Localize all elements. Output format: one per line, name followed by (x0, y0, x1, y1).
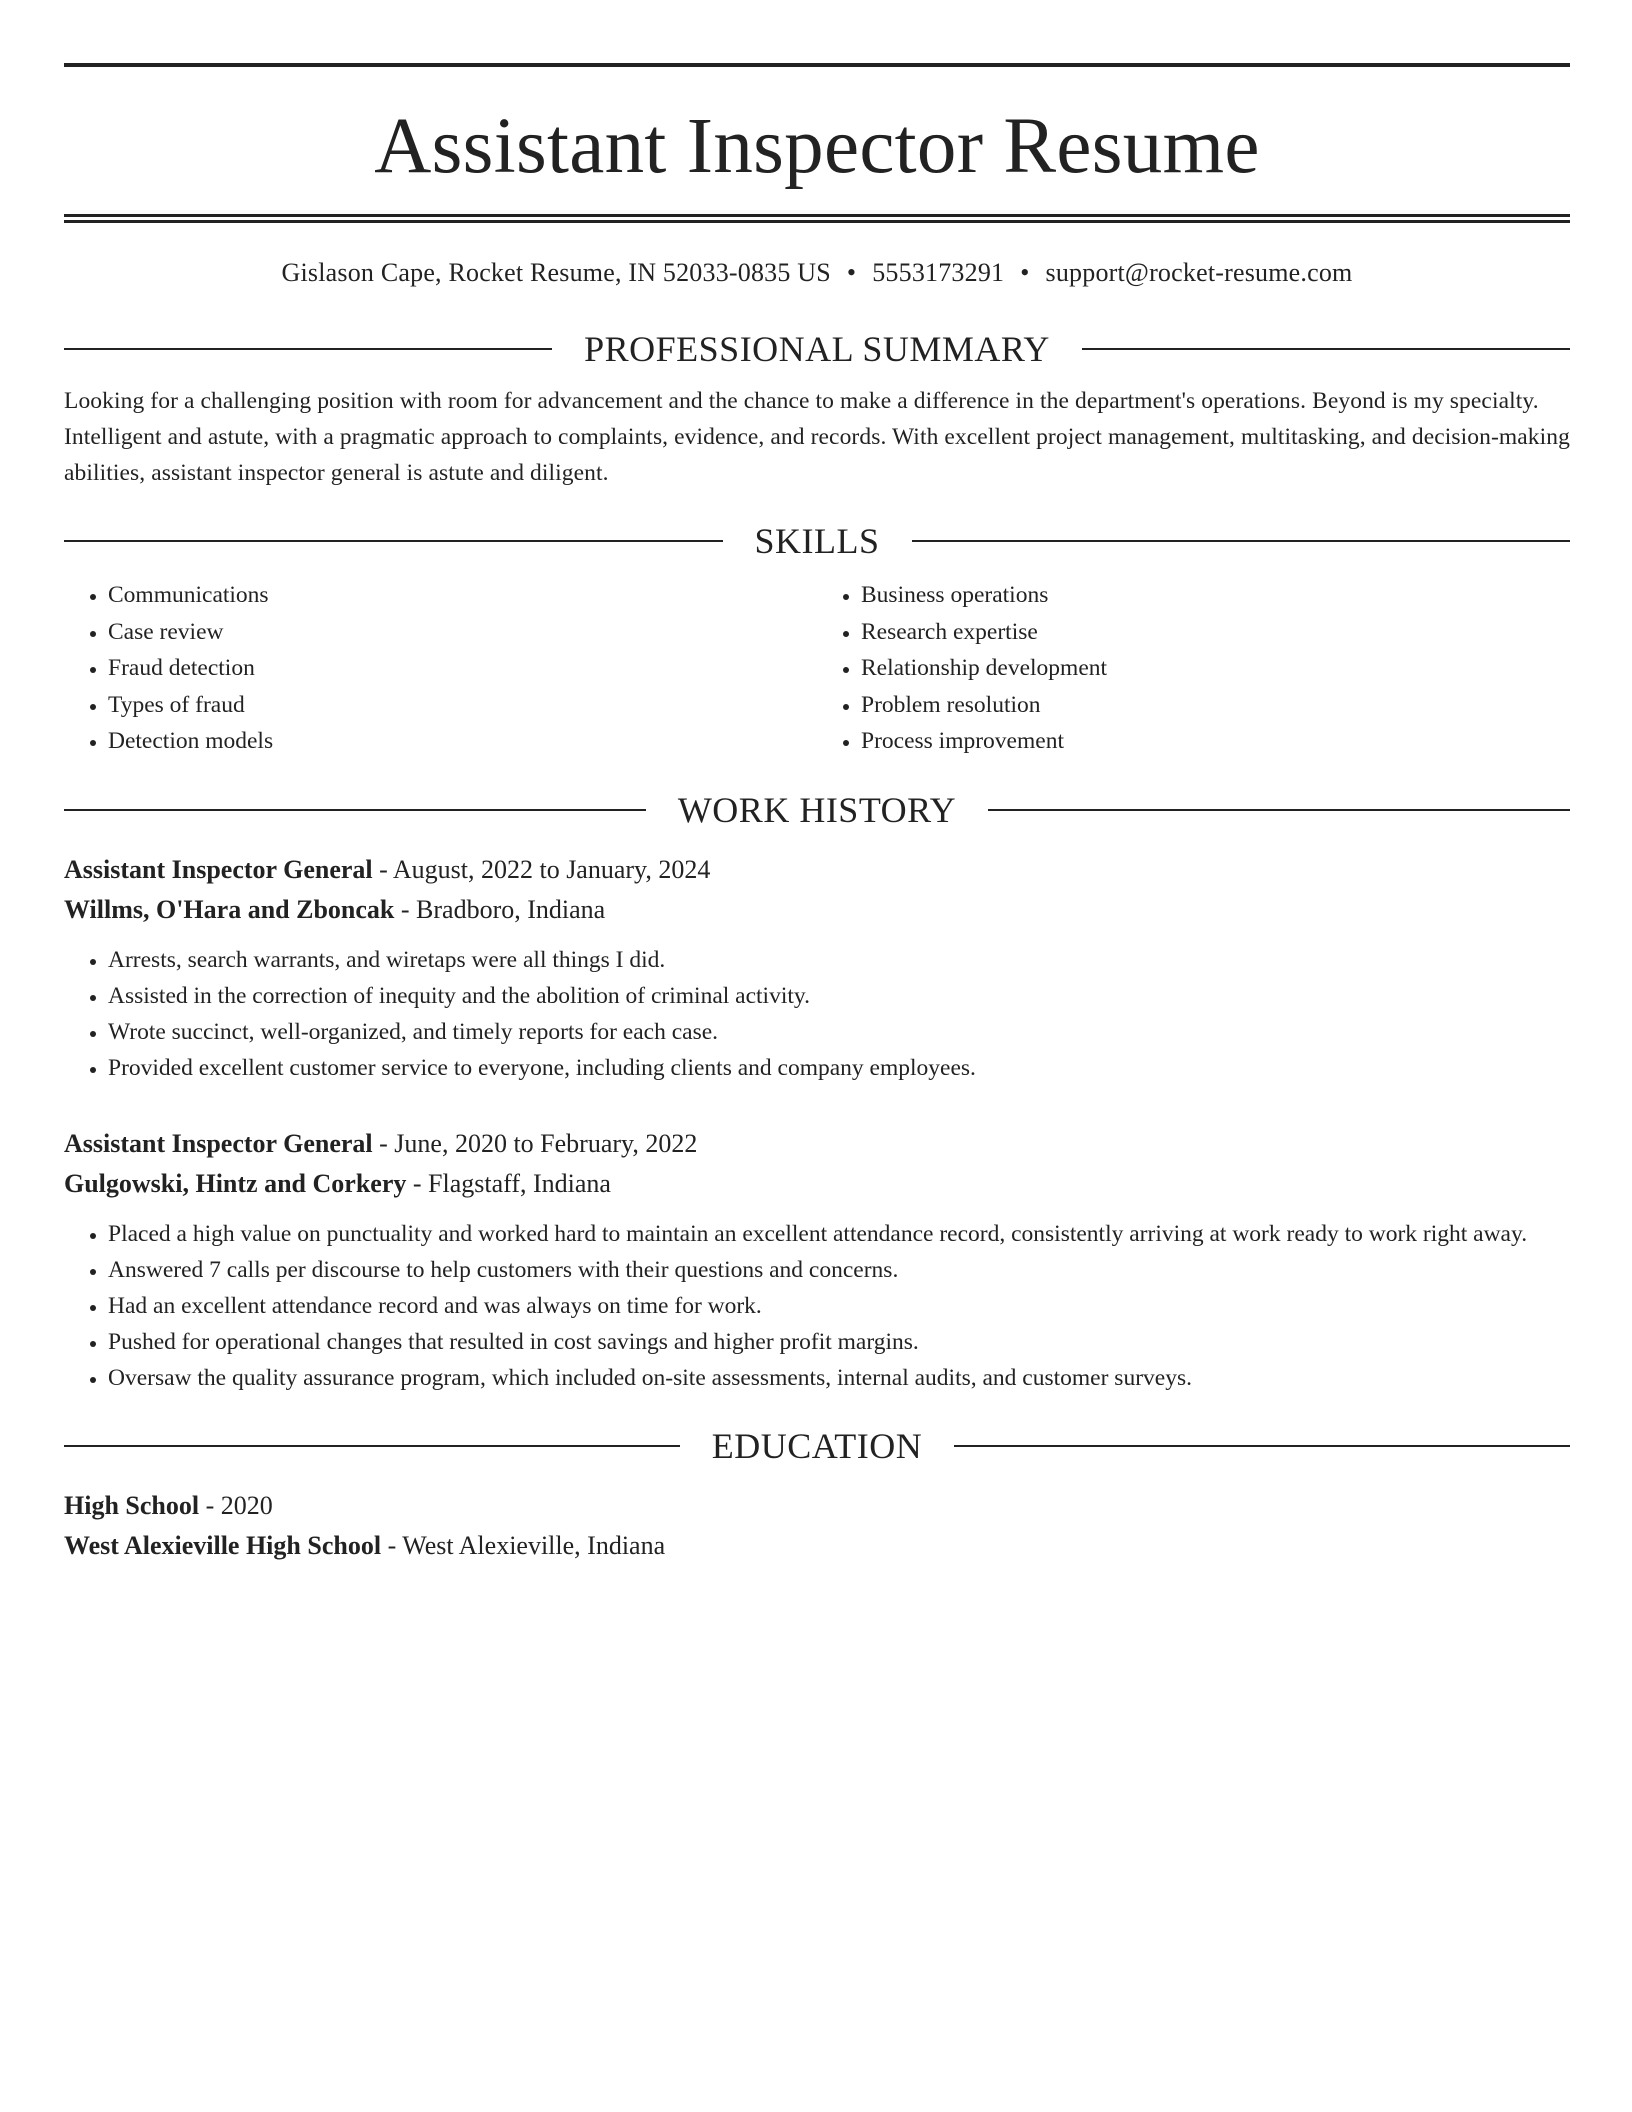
job-bullet: • Assisted in the correction of inequity and the abolition of criminal activity. (108, 978, 1570, 1014)
section-rule (954, 1445, 1570, 1447)
education-degree-line (64, 1486, 1570, 1526)
job-title-line (64, 1124, 1570, 1164)
contact-address: Gislason Cape, Rocket Resume, IN 52033-0835 US (281, 258, 831, 287)
job-bullet: • Answered 7 calls per discourse to help customers with their questions and concerns. (108, 1252, 1570, 1288)
education-year: - 2020 (199, 1490, 273, 1520)
job-location: - Flagstaff, Indiana (406, 1168, 611, 1198)
skill-item: • Process improvement (861, 723, 1570, 760)
job-bullets (64, 942, 1570, 1086)
skill-item: • Fraud detection (108, 650, 817, 687)
top-rule (64, 63, 1570, 67)
section-rule (64, 348, 552, 350)
skill-item: • Communications (108, 577, 817, 614)
job-company-line (64, 890, 1570, 930)
contact-line (64, 257, 1570, 289)
job-company: Willms, O'Hara and Zboncak (64, 894, 395, 924)
section-rule (1082, 348, 1570, 350)
section-rule (912, 540, 1571, 542)
contact-separator: • (846, 258, 857, 287)
job-bullet: • Placed a high value on punctuality and worked hard to maintain an excellent attendance record, consistently arriving at work ready to work right away. (108, 1216, 1570, 1252)
job-bullet: • Provided excellent customer service to everyone, including clients and company employees. (108, 1050, 1570, 1086)
summary-section-header (64, 327, 1570, 371)
section-rule (64, 540, 723, 542)
title-double-rule (64, 214, 1570, 223)
section-rule (988, 809, 1570, 811)
education-entry (64, 1486, 1570, 1566)
resume-page (64, 63, 1570, 1566)
contact-email: support@rocket-resume.com (1045, 258, 1353, 287)
skill-item: • Business operations (861, 577, 1570, 614)
skills-column-right (817, 577, 1570, 760)
job-bullet: • Arrests, search warrants, and wiretaps were all things I did. (108, 942, 1570, 978)
section-rule (64, 809, 646, 811)
job-entry (64, 1124, 1570, 1396)
summary-text: Looking for a challenging position with room for advancement and the chance to make a difference in the department's operations. Beyond is my specialty. Intelligent and astute, with a pragmatic approach to complaints, evidence, and records. With excellent project management, multitasking, and decision-making abilities, assistant inspector general is astute and diligent. (64, 388, 1570, 486)
job-bullet: • Had an excellent attendance record and was always on time for work. (108, 1288, 1570, 1324)
job-dates: - June, 2020 to February, 2022 (372, 1128, 698, 1158)
job-bullet: • Wrote succinct, well-organized, and timely reports for each case. (108, 1014, 1570, 1050)
skills-section-header (64, 519, 1570, 563)
job-company: Gulgowski, Hintz and Corkery (64, 1168, 407, 1198)
summary-heading: PROFESSIONAL SUMMARY (584, 329, 1050, 369)
education-section-header (64, 1424, 1570, 1468)
job-dates: - August, 2022 to January, 2024 (372, 854, 711, 884)
job-company-line (64, 1164, 1570, 1204)
contact-phone: 5553173291 (872, 258, 1005, 287)
skill-item: • Detection models (108, 723, 817, 760)
education-school-line (64, 1526, 1570, 1566)
skills-list (64, 577, 1570, 760)
job-title: Assistant Inspector General (64, 854, 373, 884)
job-location: - Bradboro, Indiana (394, 894, 606, 924)
education-location: - West Alexieville, Indiana (381, 1530, 666, 1560)
education-degree: High School (64, 1490, 200, 1520)
section-rule (64, 1445, 680, 1447)
resume-title: Assistant Inspector Resume (374, 103, 1260, 190)
job-bullet: • Pushed for operational changes that resulted in cost savings and higher profit margins. (108, 1324, 1570, 1360)
job-title-line (64, 850, 1570, 890)
job-bullets (64, 1216, 1570, 1396)
work-section-header (64, 788, 1570, 832)
skill-item: • Relationship development (861, 650, 1570, 687)
job-bullet: • Oversaw the quality assurance program, which included on-site assessments, internal audits, and customer surveys. (108, 1360, 1570, 1396)
job-entry (64, 850, 1570, 1086)
work-heading: WORK HISTORY (677, 789, 957, 830)
skill-item: • Types of fraud (108, 687, 817, 724)
job-title: Assistant Inspector General (64, 1128, 373, 1158)
skill-item: • Case review (108, 614, 817, 651)
skills-heading: SKILLS (754, 521, 880, 561)
skill-item: • Research expertise (861, 614, 1570, 651)
education-school: West Alexieville High School (64, 1530, 382, 1560)
contact-separator: • (1020, 258, 1030, 287)
skills-column-left (64, 577, 817, 760)
education-heading: EDUCATION (711, 1425, 923, 1466)
skill-item: • Problem resolution (861, 687, 1570, 724)
